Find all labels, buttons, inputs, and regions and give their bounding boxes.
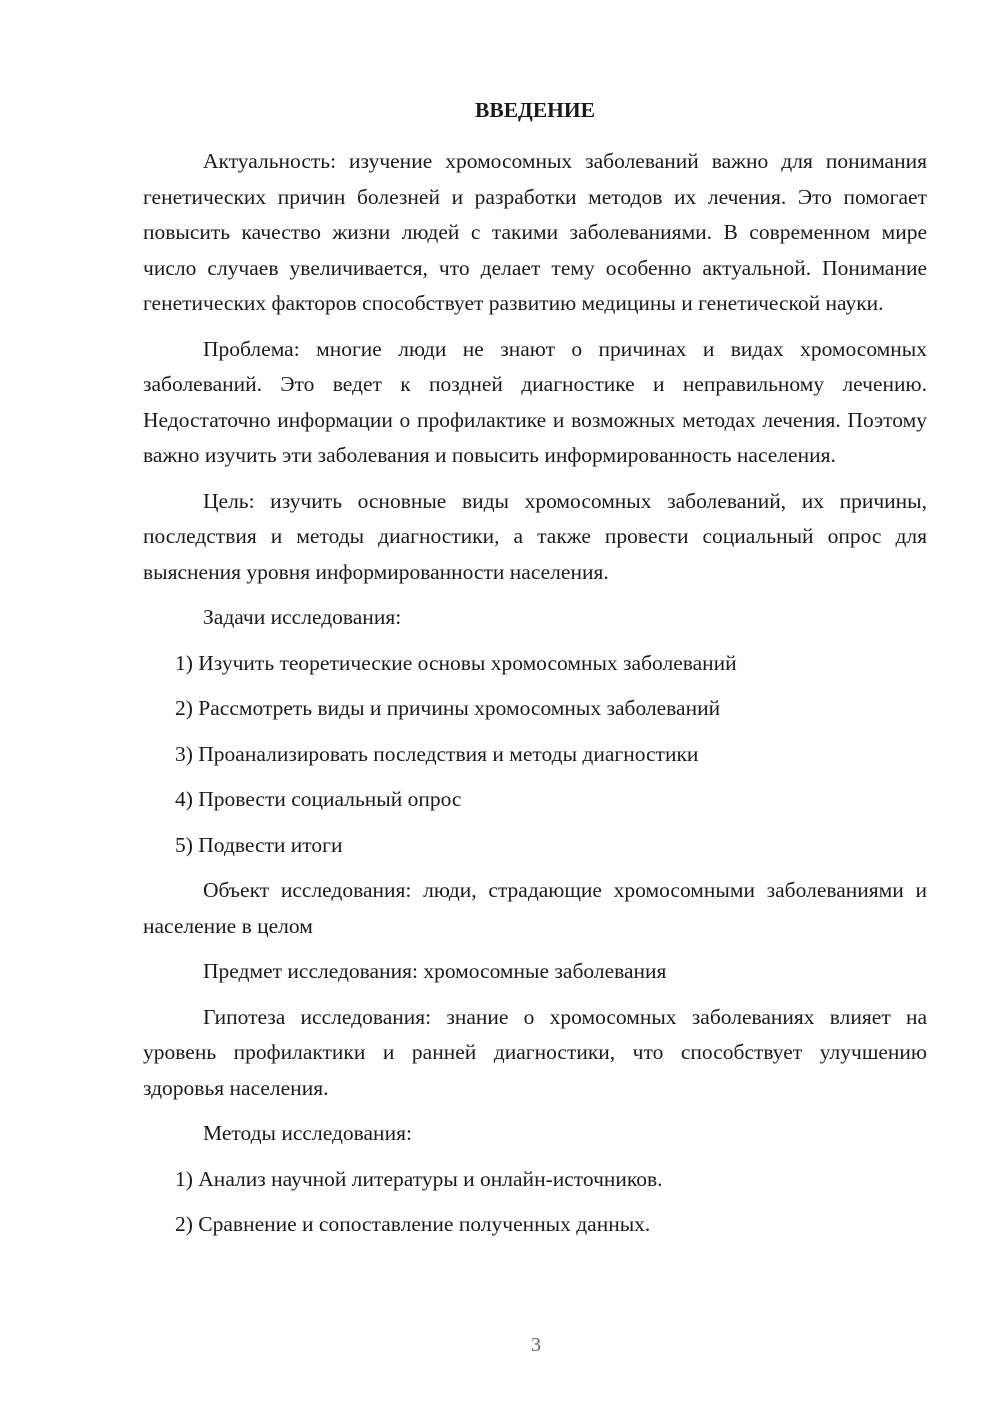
methods-heading: Методы исследования:	[203, 1121, 412, 1145]
subject-paragraph: Предмет исследования: хромосомные заболевания	[203, 959, 667, 983]
tasks-heading: Задачи исследования:	[203, 605, 402, 629]
methods-list	[143, 1162, 927, 1243]
task-item: 3) Проанализировать последствия и методы диагностики	[175, 741, 699, 766]
goal-paragraph: Цель: изучить основные виды хромосомных заболеваний, их причины, последствия и методы диагностики, а также провести социальный опрос для выяснения уровня информированности населения.	[143, 488, 927, 584]
document-page	[143, 96, 927, 1253]
problem-paragraph: Проблема: многие люди не знают о причинах и видах хромосомных заболеваний. Это ведет к поздней диагностике и неправильному лечению. Недостаточно информации о профилактике и возможных методах лечения. Поэтому важно изучить эти заболевания и повысить информированность населения.	[143, 336, 927, 467]
section-title: ВВЕДЕНИЕ	[475, 98, 595, 122]
hypothesis-paragraph: Гипотеза исследования: знание о хромосомных заболеваниях влияет на уровень профилактики и ранней диагностики, что способствует улучшению здоровья населения.	[143, 1004, 927, 1100]
task-item: 4) Провести социальный опрос	[175, 787, 462, 811]
relevance-paragraph: Актуальность: изучение хромосомных заболеваний важно для понимания генетических причин болезней и разработки методов их лечения. Это помогает повысить качество жизни людей с такими заболеваниями. В современном мире число случаев увеличивается, что делает тему особенно актуальной. Понимание генетических факторов способствует развитию медицины и генетической науки.	[143, 149, 927, 315]
tasks-list	[143, 646, 927, 864]
task-item: 5) Подвести итоги	[175, 832, 343, 857]
method-item: 2) Сравнение и сопоставление полученных данных.	[175, 1212, 651, 1236]
method-item: 1) Анализ научной литературы и онлайн-источников.	[175, 1166, 663, 1191]
object-paragraph: Объект исследования: люди, страдающие хромосомными заболеваниями и население в целом	[143, 878, 927, 938]
task-item: 2) Рассмотреть виды и причины хромосомных заболеваний	[175, 696, 721, 720]
page-number: 3	[531, 1334, 541, 1356]
task-item: 1) Изучить теоретические основы хромосомных заболеваний	[175, 650, 737, 675]
